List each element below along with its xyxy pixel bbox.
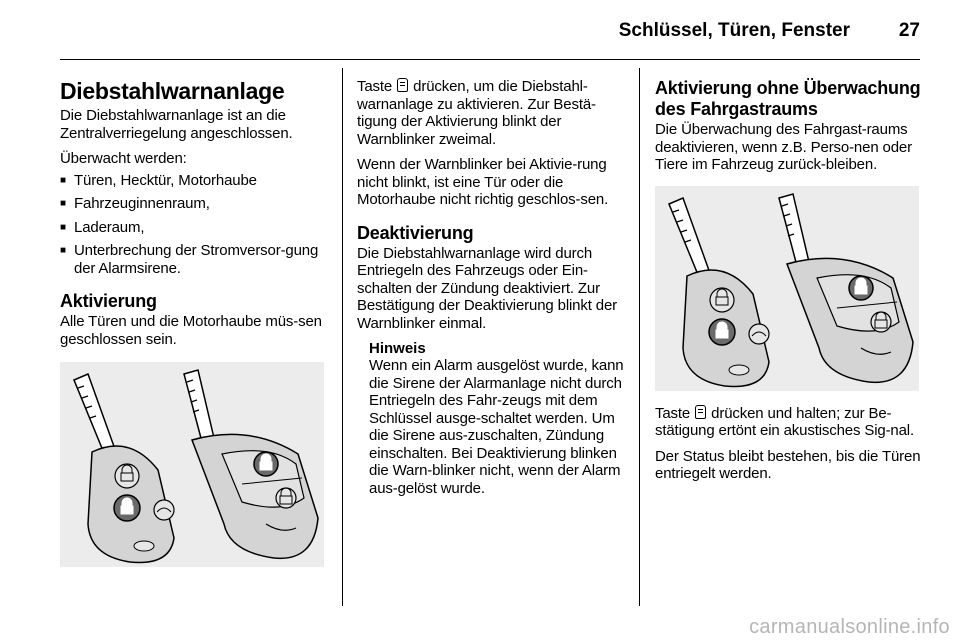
- column-divider: [342, 68, 343, 606]
- deactivation-heading: Deaktivierung: [357, 222, 474, 243]
- list-item: ■ Fahrzeuginnenraum,: [60, 195, 328, 213]
- note-title: Hinweis: [369, 340, 426, 357]
- unlock-icon: [710, 288, 734, 312]
- status-text: Der Status bleibt bestehen, bis die Türen entriegelt werden.: [655, 447, 921, 482]
- column-3: [655, 68, 923, 491]
- activation-text: Alle Türen und die Motorhaube müs-sen geschlossen sein.: [60, 313, 322, 348]
- intro-text: Die Diebstahlwarnanlage ist an die Zentralverriegelung angeschlossen.: [60, 107, 293, 142]
- column-2: [357, 68, 625, 505]
- monitored-list: [60, 172, 328, 278]
- key-fob-figure: [655, 186, 923, 391]
- car-icon: [749, 324, 769, 344]
- list-item: ■ Laderaum,: [60, 219, 328, 237]
- section-heading: Diebstahlwarnanlage: [60, 78, 285, 104]
- text-fragment: Taste: [655, 404, 691, 422]
- page-number: 27: [898, 20, 920, 41]
- section-heading: Aktivierung ohne Überwachung des Fahrgastraums: [655, 78, 921, 119]
- text-fragment: drücken und halten; zur Be-stätigung ertönt ein akustisches Sig-nal.: [655, 404, 915, 439]
- warning-text: Wenn der Warnblinker bei Aktivie-rung nicht blinkt, ist eine Tür oder die Motorhaube nicht richtig geschlos-sen.: [357, 156, 609, 208]
- text-fragment: drücken, um die Diebstahl-warnanlage zu aktivieren. Zur Bestä-tigung der Aktivierung blinkt der Warnblinker zweimal.: [357, 78, 596, 148]
- column-divider: [639, 68, 640, 606]
- note-box: [369, 340, 625, 497]
- note-text: Wenn ein Alarm ausgelöst wurde, kann die Sirene der Alarmanlage nicht durch Entriegeln des Fahr-zeugs mit dem Schlüssel ausge-schaltet werden. Um die Sirene aus-zuschalten, Zündung einschalten. Bei Deaktivierung blinken die Warn-blinker nicht, wenn der Alarm aus-gelöst wurde.: [369, 357, 624, 497]
- unlock-icon: [871, 312, 891, 332]
- monitored-label: Überwacht werden:: [60, 150, 187, 167]
- text-fragment: Taste: [357, 78, 393, 95]
- key-button-icon: [695, 405, 706, 419]
- list-item: ■ Unterbrechung der Stromversor-gung der Alarmsirene.: [60, 242, 328, 277]
- column-1: [60, 68, 328, 567]
- intro-text: Die Überwachung des Fahrgast-raums deaktivieren, wenn z.B. Perso-nen oder Tiere im Fahrzeug zurück-bleiben.: [655, 121, 912, 173]
- deactivation-text: Die Diebstahlwarnanlage wird durch Entriegeln des Fahrzeugs oder Ein-schalten der Zündung deaktiviert. Zur Bestätigung der Deaktivierung blinkt der Warnblinker einmal.: [357, 244, 617, 332]
- activation-instruction: [357, 78, 625, 148]
- key-button-icon: [397, 78, 408, 92]
- car-icon: [154, 500, 174, 520]
- unlock-icon: [276, 488, 296, 508]
- header-rule: [60, 59, 920, 60]
- running-title: Schlüssel, Türen, Fenster: [618, 20, 850, 41]
- watermark: carmanualsonline.info: [749, 616, 950, 638]
- list-item: ■ Türen, Hecktür, Motorhaube: [60, 172, 328, 190]
- unlock-icon: [115, 464, 139, 488]
- hold-instruction: [655, 405, 923, 440]
- activation-heading: Aktivierung: [60, 291, 157, 311]
- key-fob-figure: [60, 362, 328, 567]
